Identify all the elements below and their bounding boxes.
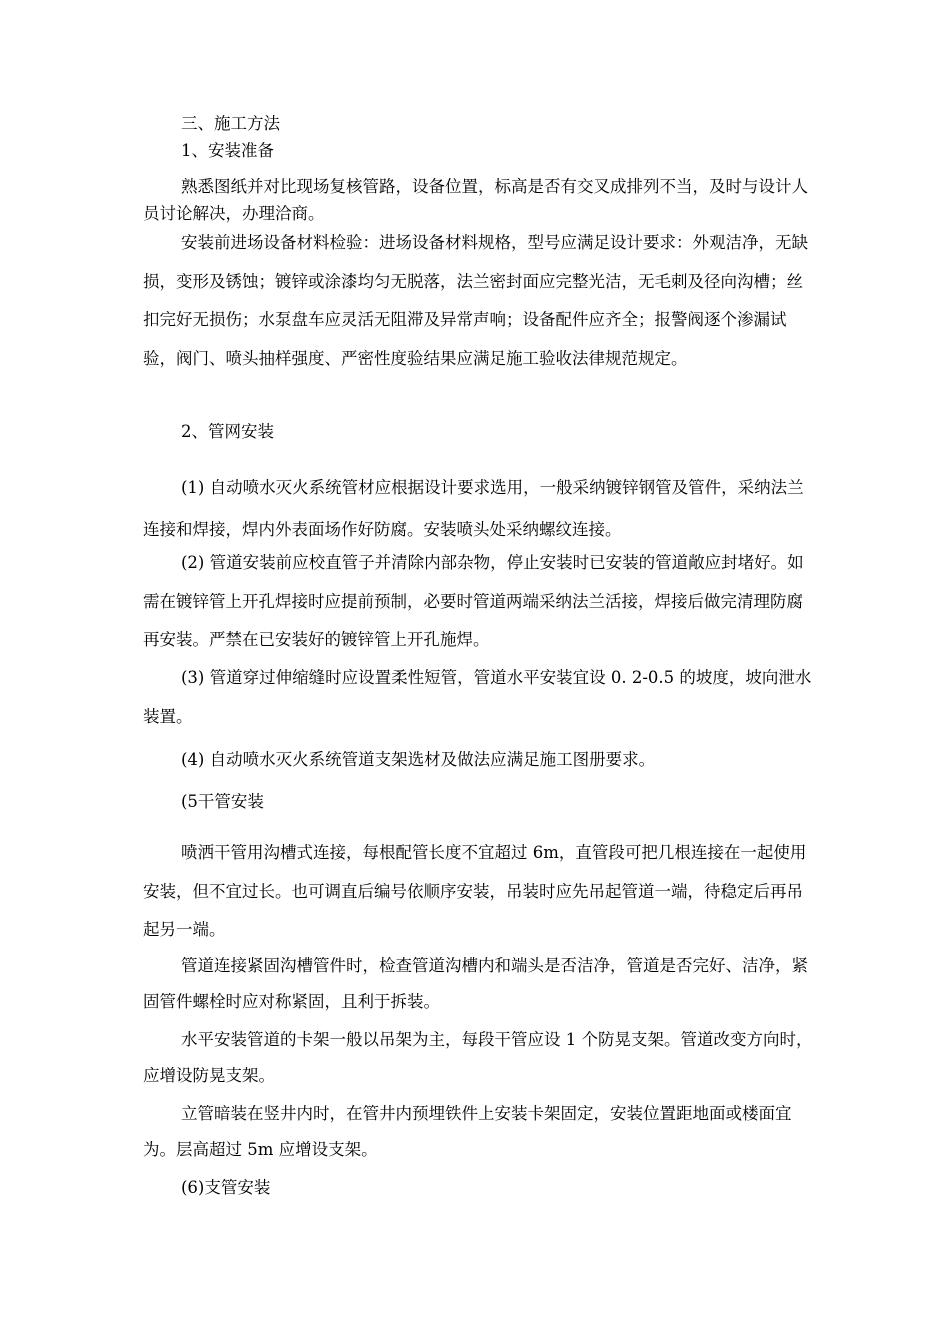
paragraph-material-inspection: 安装前进场设备材料检验：进场设备材料规格，型号应满足设计要求：外观洁净，无缺损，变形及锈蚀；镀锌或涂漆均匀无脱落，法兰密封面应完整光洁，无毛刺及径向沟槽；丝扣完好无损伤；水泵盘车应灵活无阻滞及异常声响；设备配件应齐全；报警阀逐个渗漏试验，阀门、喷头抽样强度、严密性度验结果应满足施工验收法律规范规定。 (143, 233, 808, 368)
list-item-2: (2) 管道安装前应校直管子并清除内部杂物，停止安装时已安装的管道敞应封堵好。如需在镀锌管上开孔焊接时应提前预制，必要时管道两端采纳法兰活接，焊接后做完清理防腐再安装。严禁在已安装好的镀锌管上开孔施焊。 (143, 553, 804, 649)
section-title: 三、施工方法 (181, 114, 280, 133)
list-item-3: (3) 管道穿过伸缩缝时应设置柔性短管，管道水平安装宜设 0. 2-0.5 的坡度，坡向泄水装置。 (143, 668, 812, 726)
paragraph-groove-fastening: 管道连接紧固沟槽管件时，检查管道沟槽内和端头是否洁净，管道是否完好、洁净，紧固管件螺栓时应对称紧固，且利于拆装。 (143, 956, 808, 1011)
list-item-4: (4) 自动喷水灭火系统管道支架选材及做法应满足施工图册要求。 (181, 750, 656, 769)
list-item-5-heading: (5干管安装 (181, 792, 264, 811)
sub-heading-install-prep: 1、安装准备 (181, 141, 274, 160)
list-item-1: (1) 自动喷水灭火系统管材应根据设计要求选用，一般采纳镀锌钢管及管件，采纳法兰连接和焊接，焊内外表面场作好防腐。安装喷头处采纳螺纹连接。 (143, 478, 804, 539)
list-item-6-heading: (6)支管安装 (181, 1178, 271, 1197)
paragraph-horizontal-supports: 水平安装管道的卡架一般以吊架为主，每段干管应设 1 个防晃支架。管道改变方向时，应增设防晃支架。 (143, 1030, 813, 1085)
paragraph-riser-installation: 立管暗装在竖井内时，在管井内预埋铁件上安装卡架固定，安装位置距地面或楼面宜为。层高超过 5m 应增设支架。 (143, 1104, 792, 1159)
paragraph-drawing-review: 熟悉图纸并对比现场复核管路，设备位置，标高是否有交叉成排列不当，及时与设计人员讨论解决，办理洽商。 (143, 177, 808, 223)
sub-heading-pipe-network: 2、管网安装 (181, 422, 274, 441)
paragraph-main-pipe-connection: 喷洒干管用沟槽式连接，每根配管长度不宜超过 6m，直管段可把几根连接在一起使用安装，但不宜过长。也可调直后编号依顺序安装，吊装时应先吊起管道一端，待稳定后再吊起另一端。 (143, 843, 807, 939)
